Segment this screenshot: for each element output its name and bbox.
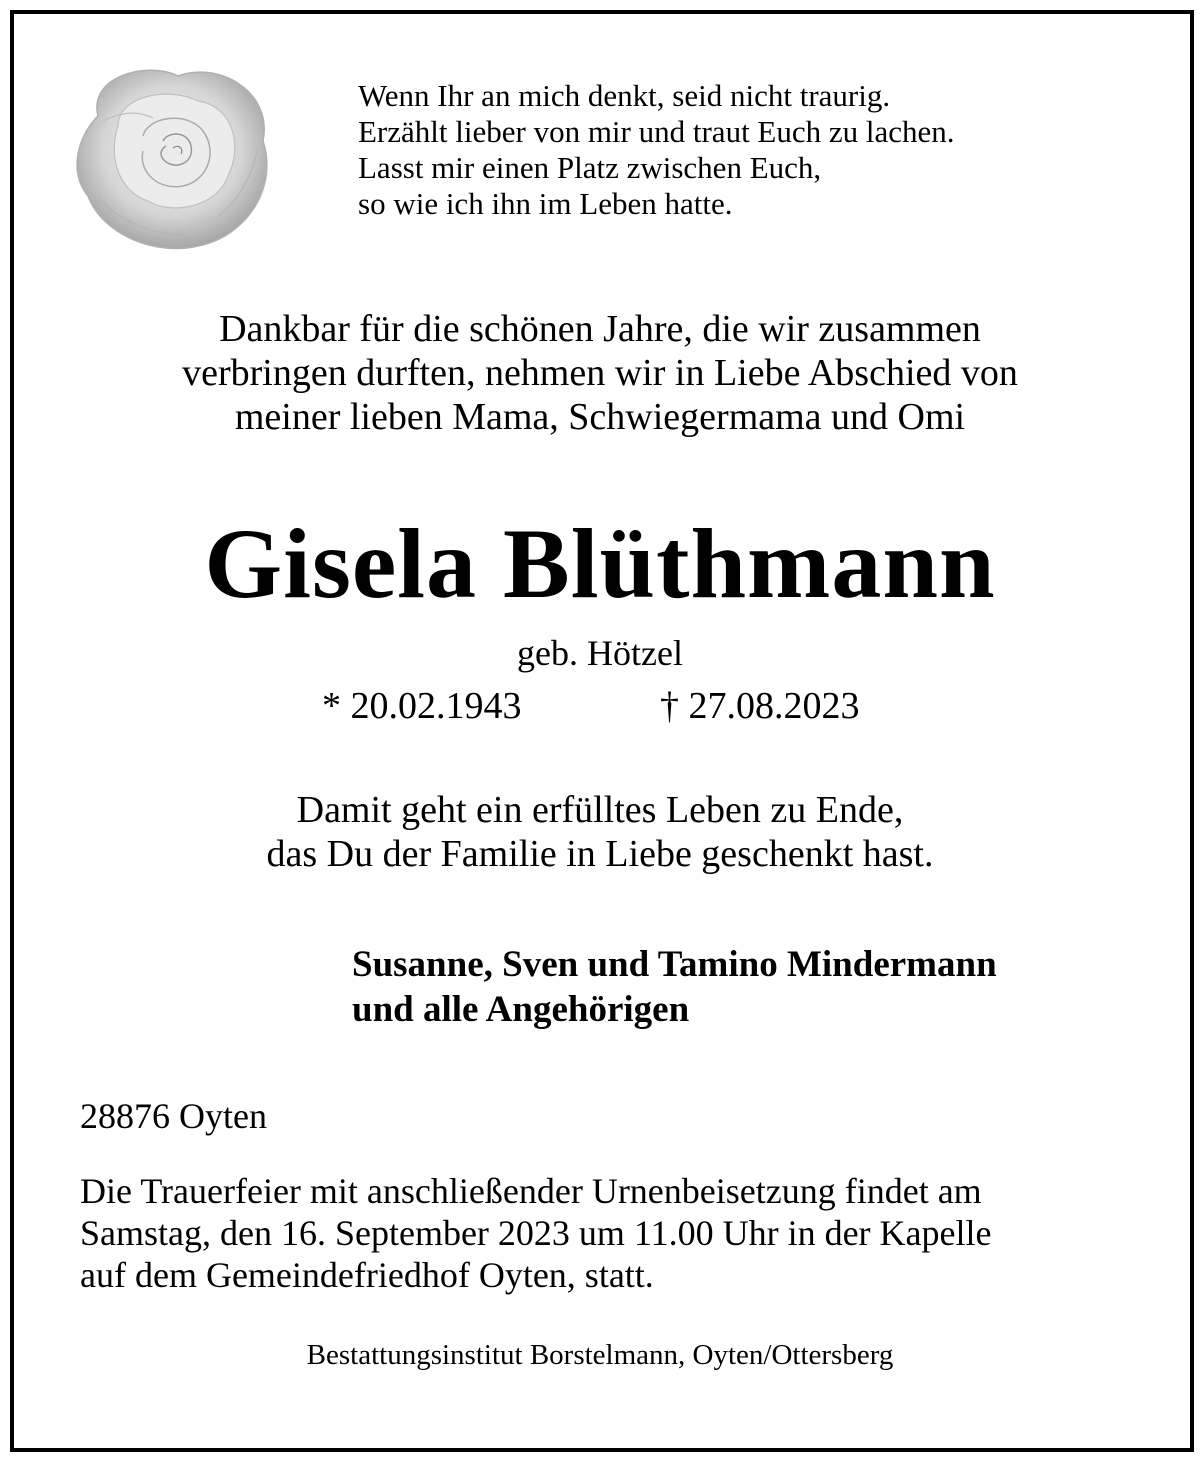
intro-text [0, 307, 1200, 439]
poem [358, 78, 955, 222]
birth-name: geb. Hötzel [517, 633, 683, 673]
city: 28876 Oyten [80, 1096, 267, 1136]
intro-line: meiner lieben Mama, Schwiegermama und Omi [234, 396, 966, 438]
signers [352, 942, 997, 1032]
signers-line: Susanne, Sven und Tamino Mindermann [352, 944, 997, 985]
intro-line: verbringen durften, nehmen wir in Liebe Abschied von [182, 352, 1018, 394]
service-line: Samstag, den 16. September 2023 um 11.00 Uhr in der Kapelle [80, 1213, 992, 1253]
undertaker: Bestattungsinstitut Borstelmann, Oyten/Ottersberg [306, 1339, 894, 1371]
poem-line: Erzählt lieber von mir und traut Euch zu lachen. [358, 114, 955, 149]
closing-line: Damit geht ein erfülltes Leben zu Ende, [296, 789, 904, 831]
intro-line: Dankbar für die schönen Jahre, die wir zusammen [219, 308, 981, 350]
poem-line: Wenn Ihr an mich denkt, seid nicht traurig. [358, 78, 891, 113]
poem-line: Lasst mir einen Platz zwischen Euch, [358, 150, 822, 185]
signers-line: und alle Angehörigen [352, 989, 690, 1030]
deceased-name: Gisela Blüthmann [204, 508, 996, 619]
service-info [80, 1170, 1140, 1296]
birth-date: * 20.02.1943 [322, 685, 522, 727]
service-line: auf dem Gemeindefriedhof Oyten, statt. [80, 1255, 654, 1295]
service-line: Die Trauerfeier mit anschließender Urnenbeisetzung findet am [80, 1171, 982, 1211]
rose-icon [58, 56, 280, 256]
closing-line: das Du der Familie in Liebe geschenkt hast. [266, 833, 934, 875]
closing-text [0, 788, 1200, 876]
poem-line: so wie ich ihn im Leben hatte. [358, 186, 733, 221]
death-date: † 27.08.2023 [660, 685, 860, 727]
